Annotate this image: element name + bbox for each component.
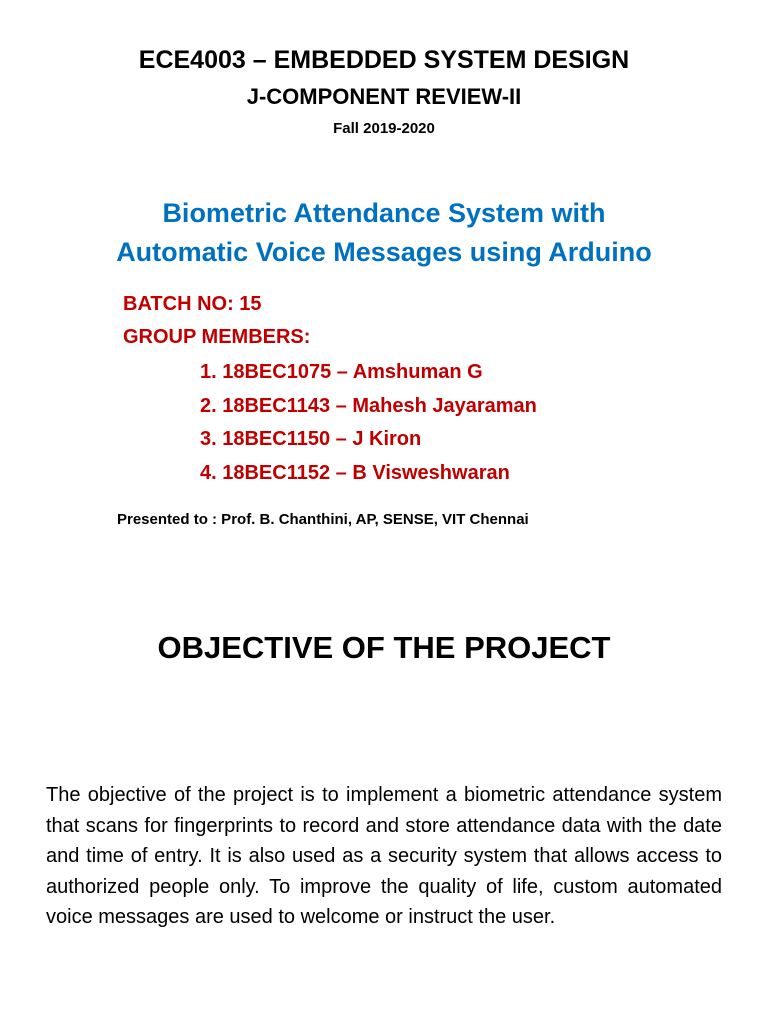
group-members-heading: GROUP MEMBERS: <box>123 326 311 348</box>
group-member-item: 1. 18BEC1075 – Amshuman G <box>200 361 483 383</box>
objective-body-text: The objective of the project is to implement a biometric attendance system that scans for fingerprints to record and store attendance data with the date and time of entry. It is also used as a security system that allows access to authorized people only. To improve the quality of life, custom automated voice messages are used to welcome or instruct the user. <box>46 784 722 928</box>
course-title: ECE4003 – EMBEDDED SYSTEM DESIGN <box>138 46 630 74</box>
presented-to: Presented to : Prof. B. Chanthini, AP, SENSE, VIT Chennai <box>117 511 529 528</box>
review-title: J-COMPONENT REVIEW-II <box>246 84 522 109</box>
group-member-item: 4. 18BEC1152 – B Visweshwaran <box>200 462 510 484</box>
group-member-item: 3. 18BEC1150 – J Kiron <box>200 428 422 450</box>
project-title-line-2: Automatic Voice Messages using Arduino <box>116 237 652 267</box>
term-label: Fall 2019-2020 <box>333 120 435 137</box>
objective-slide <box>0 580 768 1024</box>
batch-number: BATCH NO: 15 <box>123 293 262 315</box>
project-title-line-1: Biometric Attendance System with <box>162 198 606 228</box>
objective-heading: OBJECTIVE OF THE PROJECT <box>157 630 611 665</box>
group-member-item: 2. 18BEC1143 – Mahesh Jayaraman <box>200 395 537 417</box>
